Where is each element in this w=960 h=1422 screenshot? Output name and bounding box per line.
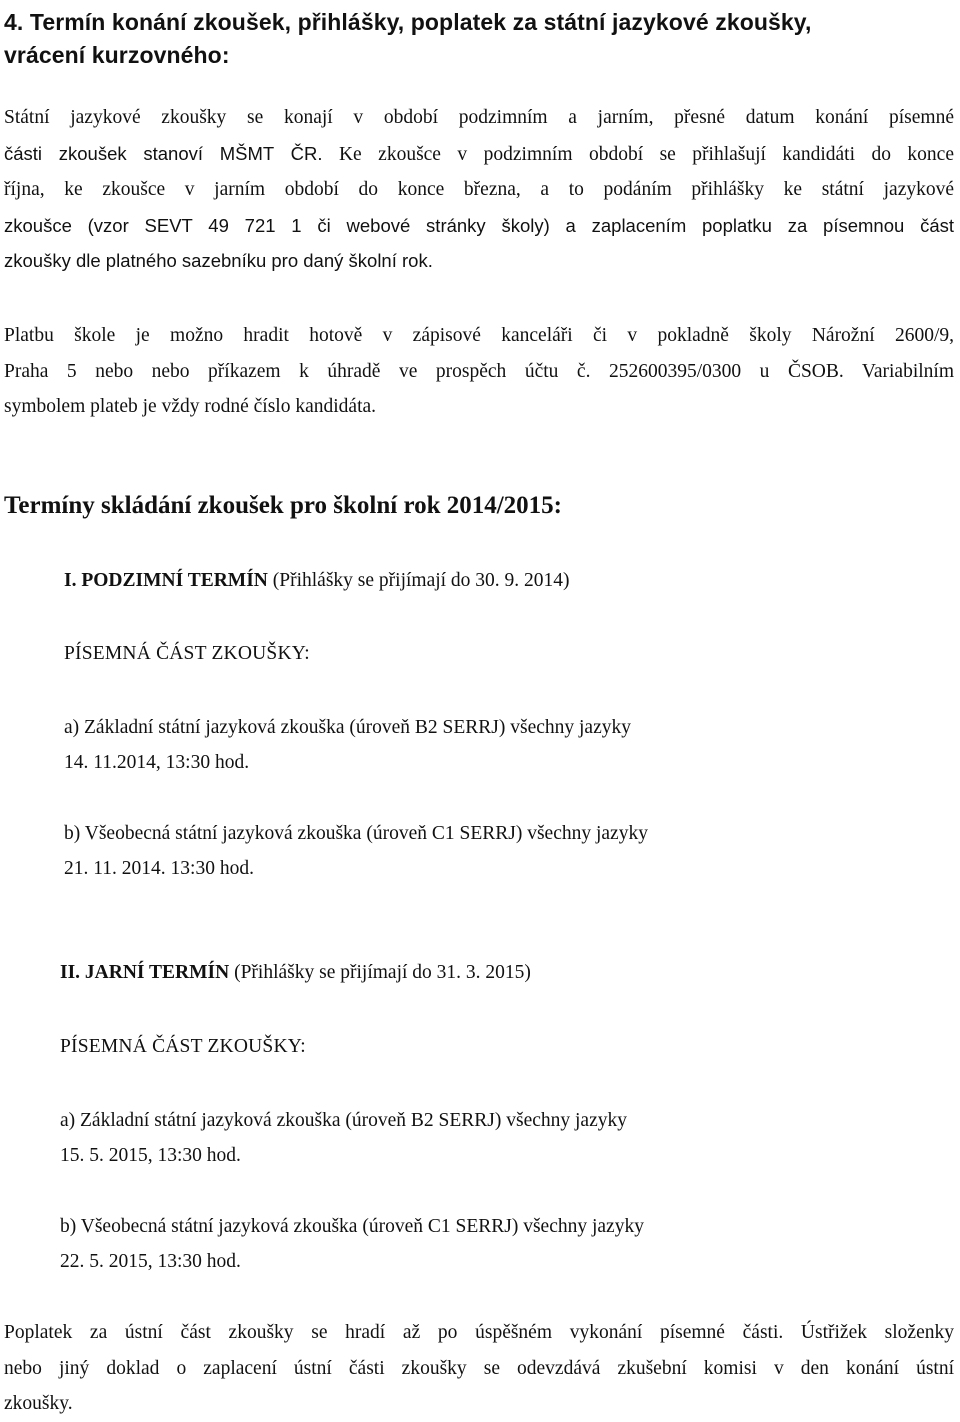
- fee-paragraph: [4, 1315, 954, 1422]
- ministry-text: části zkoušek stanoví MŠMT ČR.: [4, 142, 323, 164]
- exam-title: b) Všeobecná státní jazyková zkouška (úroveň C1 SERRJ) všechny jazyky: [64, 823, 648, 844]
- paragraph-line: Praha 5 nebo nebo příkazem k úhradě ve prospěch účtu č. 252600395/0300 u ČSOB. Variabilním: [4, 360, 954, 382]
- paragraph-line: symbolem plateb je vždy rodné číslo kandidáta.: [4, 396, 377, 417]
- exam-date: 15. 5. 2015, 13:30 hod.: [60, 1145, 241, 1166]
- paragraph-line: Platbu škole je možno hradit hotově v zápisové kanceláři či v pokladně školy Nárožní 2600/9,: [4, 325, 954, 346]
- paragraph-line: Poplatek za ústní část zkoušky se hradí až po úspěšném vykonání písemné části. Ústřižek složenky: [4, 1322, 954, 1343]
- exam-date: 21. 11. 2014. 13:30 hod.: [64, 858, 254, 879]
- exam-item-b2: [64, 710, 631, 780]
- heading-line: vrácení kurzovného:: [4, 42, 230, 68]
- exam-date: 14. 11.2014, 13:30 hod.: [64, 752, 250, 773]
- term-label: I. PODZIMNÍ TERMÍN: [64, 570, 268, 591]
- spring-term-heading: [60, 962, 531, 984]
- paragraph-line: [4, 136, 954, 173]
- exam-title: a) Základní státní jazyková zkouška (úroveň B2 SERRJ) všechny jazyky: [64, 717, 631, 738]
- paragraph-line: Státní jazykové zkoušky se konají v období podzimním a jarním, přesné datum konání písemné: [4, 107, 954, 128]
- paragraph-text: Ke zkoušce v podzimním období se přihlašují kandidáti do konce: [322, 143, 954, 165]
- exam-title: a) Základní státní jazyková zkouška (úroveň B2 SERRJ) všechny jazyky: [60, 1110, 627, 1131]
- exam-item-b2: [60, 1103, 627, 1173]
- section-heading: [4, 6, 954, 72]
- autumn-term-heading: [64, 570, 570, 592]
- exam-title: b) Všeobecná státní jazyková zkouška (úroveň C1 SERRJ) všechny jazyky: [60, 1216, 644, 1237]
- term-label: II. JARNÍ TERMÍN: [60, 962, 230, 983]
- paragraph-line: října, ke zkoušce v jarním období do konce března, a to podáním přihlášky ke státní jazykové: [4, 179, 954, 200]
- paragraph-line: zkoušky dle platného sazebníku pro daný školní rok.: [4, 250, 433, 271]
- written-part-label: PÍSEMNÁ ČÁST ZKOUŠKY:: [64, 643, 310, 664]
- payment-paragraph: [4, 318, 954, 425]
- intro-paragraph: [4, 100, 954, 279]
- paragraph-line: zkoušce (vzor SEVT 49 721 1 či webové stránky školy) a zaplacením poplatku za písemnou část: [4, 214, 954, 236]
- term-note: (Přihlášky se přijímají do 31. 3. 2015): [229, 962, 531, 983]
- exam-item-c1: [60, 1209, 644, 1279]
- paragraph-line: zkoušky.: [4, 1393, 73, 1414]
- schedule-title: Termíny skládání zkoušek pro školní rok 2014/2015:: [4, 492, 563, 519]
- heading-line: 4. Termín konání zkoušek, přihlášky, poplatek za státní jazykové zkoušky,: [4, 9, 812, 35]
- exam-date: 22. 5. 2015, 13:30 hod.: [60, 1251, 241, 1272]
- written-part-label: PÍSEMNÁ ČÁST ZKOUŠKY:: [60, 1036, 306, 1057]
- paragraph-line: nebo jiný doklad o zaplacení ústní části zkoušky se odevzdává zkušební komisi v den konání ústní: [4, 1357, 954, 1379]
- term-note: (Přihlášky se přijímají do 30. 9. 2014): [267, 570, 570, 591]
- exam-item-c1: [64, 816, 648, 886]
